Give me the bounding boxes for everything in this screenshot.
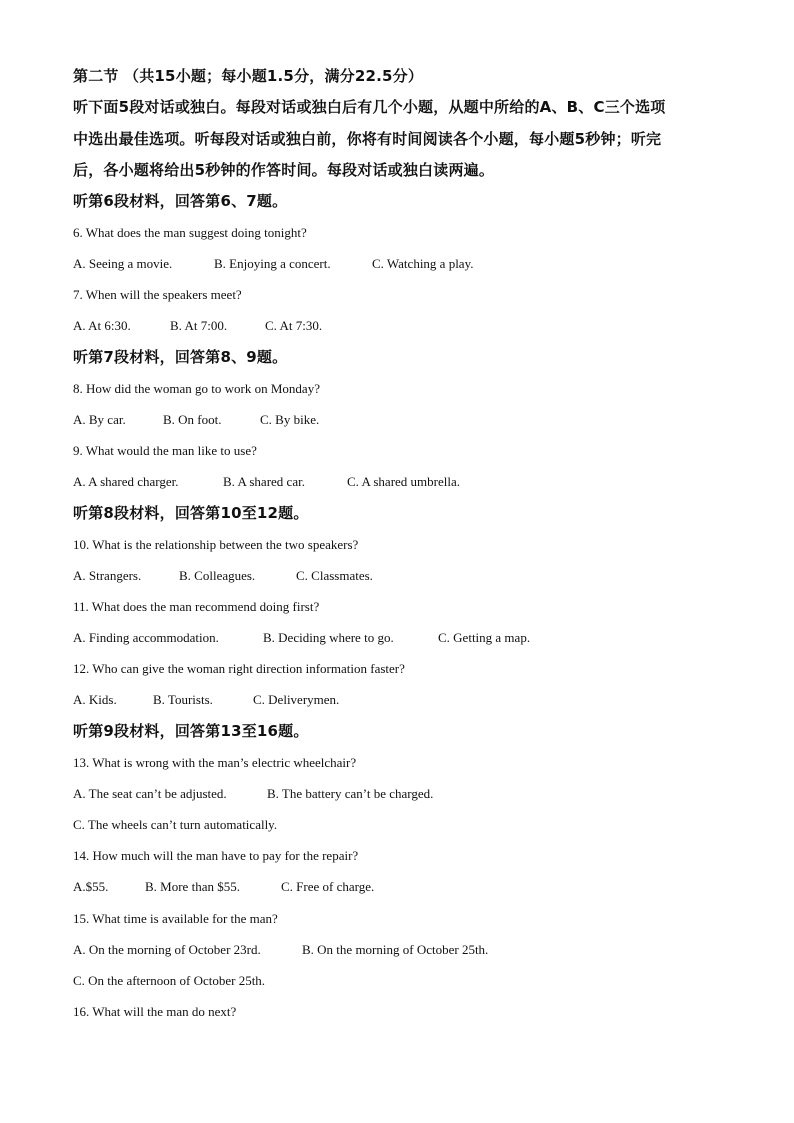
option-c[interactable]: C. Deliverymen. — [253, 692, 340, 707]
instruction-line-2: 中选出最佳选项。听每段对话或独白前，你将有时间阅读各个小题，每小题5秒钟；听完 — [73, 130, 662, 148]
question-10-stem: 10. What is the relationship between the two speakers? — [73, 537, 359, 552]
question-8-options — [73, 413, 319, 426]
question-9-options — [73, 475, 460, 488]
option-b[interactable]: B. More than $55. — [145, 879, 240, 894]
option-a[interactable]: A. On the morning of October 23rd. — [73, 942, 261, 957]
option-c[interactable]: C. By bike. — [260, 412, 320, 427]
section-heading: 第二节 （共15小题；每小题1.5分，满分22.5分） — [73, 67, 424, 85]
option-c[interactable]: C. Watching a play. — [372, 256, 474, 271]
question-11-options — [73, 631, 530, 644]
question-11-stem: 11. What does the man recommend doing first? — [73, 599, 320, 614]
question-15-options — [73, 943, 488, 956]
group-heading-10-12: 听第8段材料，回答第10至12题。 — [73, 504, 309, 522]
question-7-options — [73, 319, 322, 332]
option-b[interactable]: B. Deciding where to go. — [263, 630, 394, 645]
option-c[interactable]: C. Classmates. — [296, 568, 373, 583]
option-a[interactable]: A. A shared charger. — [73, 474, 179, 489]
option-b[interactable]: B. On the morning of October 25th. — [302, 942, 489, 957]
question-12-options — [73, 693, 339, 706]
question-9-stem: 9. What would the man like to use? — [73, 443, 257, 458]
question-8-stem: 8. How did the woman go to work on Monday? — [73, 381, 320, 396]
group-heading-13-16: 听第9段材料，回答第13至16题。 — [73, 722, 309, 740]
option-b[interactable]: B. Colleagues. — [179, 568, 256, 583]
question-7-stem: 7. When will the speakers meet? — [73, 287, 242, 302]
instruction-line-1: 听下面5段对话或独白。每段对话或独白后有几个小题，从题中所给的A、B、C三个选项 — [73, 98, 666, 116]
option-b[interactable]: B. On foot. — [163, 412, 222, 427]
option-b[interactable]: B. A shared car. — [223, 474, 305, 489]
question-13-options — [73, 787, 433, 800]
option-a[interactable]: A. The seat can’t be adjusted. — [73, 786, 227, 801]
option-b[interactable]: B. Tourists. — [153, 692, 213, 707]
option-c[interactable]: C. A shared umbrella. — [347, 474, 461, 489]
option-b[interactable]: B. At 7:00. — [170, 318, 228, 333]
option-a[interactable]: A.$55. — [73, 879, 109, 894]
option-a[interactable]: A. By car. — [73, 412, 126, 427]
question-16-stem: 16. What will the man do next? — [73, 1004, 237, 1019]
question-13-option-c[interactable]: C. The wheels can’t turn automatically. — [73, 817, 278, 832]
question-14-stem: 14. How much will the man have to pay for the repair? — [73, 848, 359, 863]
question-10-options — [73, 569, 373, 582]
option-c[interactable]: C. Free of charge. — [281, 879, 375, 894]
question-6-stem: 6. What does the man suggest doing tonight? — [73, 225, 307, 240]
option-c[interactable]: C. Getting a map. — [438, 630, 531, 645]
option-a[interactable]: A. Strangers. — [73, 568, 142, 583]
question-13-stem: 13. What is wrong with the man’s electric wheelchair? — [73, 755, 357, 770]
option-a[interactable]: A. Seeing a movie. — [73, 256, 173, 271]
group-heading-6-7: 听第6段材料，回答第6、7题。 — [73, 192, 288, 210]
option-a[interactable]: A. At 6:30. — [73, 318, 131, 333]
question-14-options — [73, 880, 374, 893]
group-heading-8-9: 听第7段材料，回答第8、9题。 — [73, 348, 288, 366]
option-b[interactable]: B. Enjoying a concert. — [214, 256, 331, 271]
option-b[interactable]: B. The battery can’t be charged. — [267, 786, 434, 801]
instruction-line-3: 后，各小题将给出5秒钟的作答时间。每段对话或独白读两遍。 — [73, 161, 495, 179]
option-c[interactable]: C. At 7:30. — [265, 318, 323, 333]
option-a[interactable]: A. Kids. — [73, 692, 117, 707]
question-15-stem: 15. What time is available for the man? — [73, 911, 278, 926]
question-6-options — [73, 257, 474, 270]
option-a[interactable]: A. Finding accommodation. — [73, 630, 219, 645]
question-15-option-c[interactable]: C. On the afternoon of October 25th. — [73, 973, 266, 988]
question-12-stem: 12. Who can give the woman right direction information faster? — [73, 661, 405, 676]
